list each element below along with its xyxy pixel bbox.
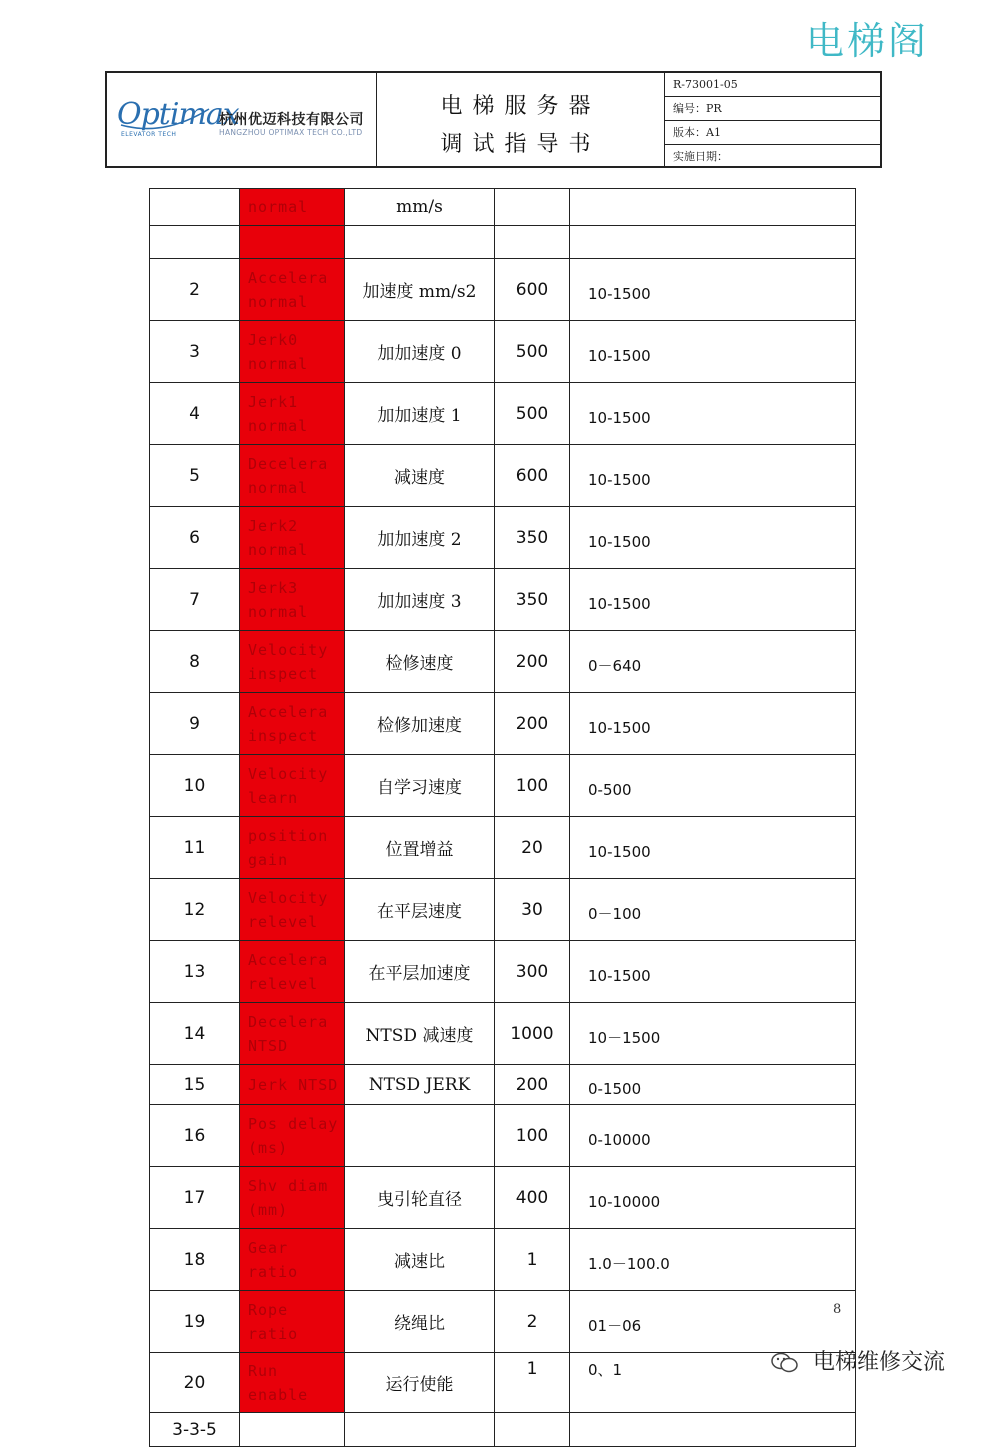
row-number: 8 xyxy=(150,631,240,693)
param-description: 检修加速度 xyxy=(345,693,495,755)
param-description xyxy=(345,1105,495,1167)
param-value: 30 xyxy=(495,879,570,941)
param-range: 1.0－100.0 xyxy=(570,1229,856,1291)
table-row xyxy=(150,259,856,321)
param-range: 0-1500 xyxy=(570,1065,856,1105)
row-number: 16 xyxy=(150,1105,240,1167)
parameter-table xyxy=(149,188,856,1447)
param-description: 绕绳比 xyxy=(345,1291,495,1353)
table-row xyxy=(150,755,856,817)
wechat-icon xyxy=(770,1351,800,1375)
param-description: 曳引轮直径 xyxy=(345,1167,495,1229)
param-value: 2 xyxy=(495,1291,570,1353)
table-row xyxy=(150,569,856,631)
param-value: 1 xyxy=(495,1353,570,1413)
param-description: 减速度 xyxy=(345,445,495,507)
param-name: Velocity relevel xyxy=(240,879,345,941)
company-name-en: HANGZHOU OPTIMAX TECH CO.,LTD xyxy=(219,128,363,137)
empty-cell xyxy=(570,1413,856,1447)
table-row xyxy=(150,1167,856,1229)
row-number: 3 xyxy=(150,321,240,383)
table-row xyxy=(150,226,856,259)
param-description: NTSD 减速度 xyxy=(345,1003,495,1065)
table-row xyxy=(150,1003,856,1065)
param-value: 500 xyxy=(495,383,570,445)
table-row xyxy=(150,941,856,1003)
watermark-text: 电梯阁 xyxy=(806,19,930,63)
param-description: mm/s xyxy=(345,189,495,226)
row-number: 6 xyxy=(150,507,240,569)
row-number xyxy=(150,189,240,226)
param-description: 加加速度 1 xyxy=(345,383,495,445)
doc-number: 编号：PR xyxy=(665,97,880,121)
param-range xyxy=(570,226,856,259)
row-number: 12 xyxy=(150,879,240,941)
table-row xyxy=(150,1353,856,1413)
param-value: 200 xyxy=(495,631,570,693)
param-value: 100 xyxy=(495,1105,570,1167)
param-value: 20 xyxy=(495,817,570,879)
table-row xyxy=(150,1291,856,1353)
empty-cell xyxy=(345,1413,495,1447)
param-name: Accelera normal xyxy=(240,259,345,321)
param-value: 350 xyxy=(495,569,570,631)
param-description xyxy=(345,226,495,259)
param-value: 300 xyxy=(495,941,570,1003)
row-number: 4 xyxy=(150,383,240,445)
param-name: Run enable xyxy=(240,1353,345,1413)
logo-swoosh-icon xyxy=(119,103,214,131)
row-number: 20 xyxy=(150,1353,240,1413)
param-name: Gear ratio xyxy=(240,1229,345,1291)
table-row xyxy=(150,507,856,569)
footer-brand xyxy=(770,1345,945,1376)
param-range: 10-1500 xyxy=(570,693,856,755)
param-name: Velocity inspect xyxy=(240,631,345,693)
param-description: 加速度 mm/s2 xyxy=(345,259,495,321)
table-row xyxy=(150,693,856,755)
param-description: 在平层加速度 xyxy=(345,941,495,1003)
param-range: 0-500 xyxy=(570,755,856,817)
section-number: 3-3-5 xyxy=(150,1413,240,1447)
table-row xyxy=(150,1105,856,1167)
param-value: 500 xyxy=(495,321,570,383)
table-row xyxy=(150,631,856,693)
row-number: 18 xyxy=(150,1229,240,1291)
param-range: 0－100 xyxy=(570,879,856,941)
param-description: 运行使能 xyxy=(345,1353,495,1413)
company-logo: Optimax xyxy=(117,97,239,132)
param-range: 10-1500 xyxy=(570,321,856,383)
row-number: 15 xyxy=(150,1065,240,1105)
param-value: 600 xyxy=(495,445,570,507)
param-range: 10－1500 xyxy=(570,1003,856,1065)
title-line-2: 调试指导书 xyxy=(440,132,601,157)
param-description: 加加速度 2 xyxy=(345,507,495,569)
table-row xyxy=(150,879,856,941)
param-range: 0-10000 xyxy=(570,1105,856,1167)
param-description: 在平层速度 xyxy=(345,879,495,941)
param-name: Pos delay (ms) xyxy=(240,1105,345,1167)
empty-cell xyxy=(495,1413,570,1447)
doc-code: R-73001-05 xyxy=(665,73,880,97)
param-range: 0、1 xyxy=(570,1353,856,1413)
param-range: 10-10000 xyxy=(570,1167,856,1229)
param-name: Accelera relevel xyxy=(240,941,345,1003)
table-row xyxy=(150,1413,856,1447)
param-value: 600 xyxy=(495,259,570,321)
document-title xyxy=(377,73,665,166)
company-name-cn: 杭州优迈科技有限公司 xyxy=(219,112,364,128)
row-number: 10 xyxy=(150,755,240,817)
param-description: 自学习速度 xyxy=(345,755,495,817)
row-number: 2 xyxy=(150,259,240,321)
param-range: 10-1500 xyxy=(570,507,856,569)
param-description: 减速比 xyxy=(345,1229,495,1291)
empty-cell xyxy=(240,1413,345,1447)
table-row xyxy=(150,1229,856,1291)
param-value: 1000 xyxy=(495,1003,570,1065)
table-row xyxy=(150,445,856,507)
param-name: Jerk2 normal xyxy=(240,507,345,569)
param-name: Decelera normal xyxy=(240,445,345,507)
document-meta xyxy=(665,73,880,166)
param-description: 检修速度 xyxy=(345,631,495,693)
param-name: Decelera NTSD xyxy=(240,1003,345,1065)
param-range: 10-1500 xyxy=(570,569,856,631)
param-description: 位置增益 xyxy=(345,817,495,879)
row-number: 13 xyxy=(150,941,240,1003)
param-name: Shv diam (mm) xyxy=(240,1167,345,1229)
param-name: Jerk1 normal xyxy=(240,383,345,445)
param-range: 10-1500 xyxy=(570,259,856,321)
row-number xyxy=(150,226,240,259)
table-row xyxy=(150,321,856,383)
footer-brand-label: 电梯维修交流 xyxy=(813,1350,946,1375)
param-range: 10-1500 xyxy=(570,445,856,507)
param-range: 01－06 xyxy=(570,1291,856,1353)
logo-tagline: ELEVATOR TECH xyxy=(121,131,177,138)
param-value: 1 xyxy=(495,1229,570,1291)
param-description: 加加速度 0 xyxy=(345,321,495,383)
param-name: Jerk3 normal xyxy=(240,569,345,631)
page-number: 8 xyxy=(833,1302,842,1317)
row-number: 11 xyxy=(150,817,240,879)
param-range xyxy=(570,189,856,226)
param-value xyxy=(495,189,570,226)
table-row xyxy=(150,383,856,445)
title-line-1: 电梯服务器 xyxy=(440,94,601,119)
table-row xyxy=(150,189,856,226)
param-value xyxy=(495,226,570,259)
table-row xyxy=(150,817,856,879)
param-value: 400 xyxy=(495,1167,570,1229)
row-number: 9 xyxy=(150,693,240,755)
param-description: 加加速度 3 xyxy=(345,569,495,631)
doc-date: 实施日期： xyxy=(673,150,728,163)
row-number: 5 xyxy=(150,445,240,507)
document-header xyxy=(105,71,882,168)
logo-cell xyxy=(107,73,377,166)
doc-version: 版本：A1 xyxy=(665,121,880,145)
row-number: 19 xyxy=(150,1291,240,1353)
param-range: 10-1500 xyxy=(570,817,856,879)
param-value: 200 xyxy=(495,1065,570,1105)
table-row xyxy=(150,1065,856,1105)
param-value: 100 xyxy=(495,755,570,817)
param-name: Velocity learn xyxy=(240,755,345,817)
param-description: NTSD JERK xyxy=(345,1065,495,1105)
param-name: position gain xyxy=(240,817,345,879)
param-name: Jerk NTSD xyxy=(240,1065,345,1105)
row-number: 17 xyxy=(150,1167,240,1229)
param-range: 10-1500 xyxy=(570,383,856,445)
param-name xyxy=(240,226,345,259)
row-number: 7 xyxy=(150,569,240,631)
param-range: 0－640 xyxy=(570,631,856,693)
param-value: 200 xyxy=(495,693,570,755)
param-name: normal xyxy=(240,189,345,226)
param-name: Jerk0 normal xyxy=(240,321,345,383)
param-name: Accelera inspect xyxy=(240,693,345,755)
row-number: 14 xyxy=(150,1003,240,1065)
param-range: 10-1500 xyxy=(570,941,856,1003)
param-name: Rope ratio xyxy=(240,1291,345,1353)
param-value: 350 xyxy=(495,507,570,569)
